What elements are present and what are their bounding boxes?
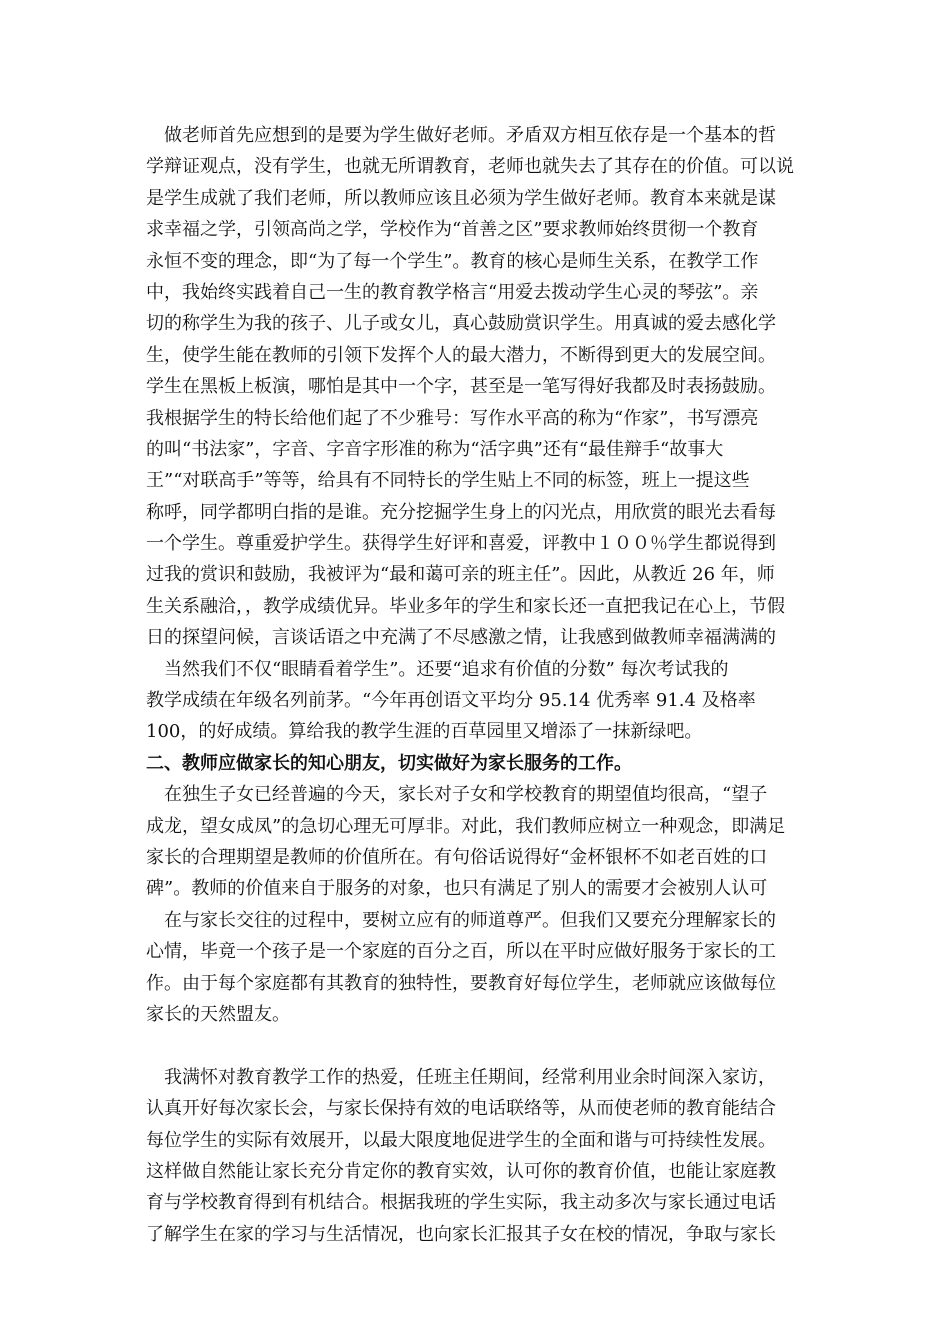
text-line: 心情，毕竟一个孩子是一个家庭的百分之百，所以在平时应做好服务于家长的工 xyxy=(146,941,776,963)
text-line: 成龙，望女成凤”的急切心理无可厚非。对此，我们教师应树立一种观念，即满足 xyxy=(146,815,786,837)
text-line: 永恒不变的理念，即“为了每一个学生”。教育的核心是师生关系，在教学工作 xyxy=(146,250,759,272)
text-line: 我根据学生的特长给他们起了不少雅号：写作水平高的称为“作家”，书写漂亮 xyxy=(146,407,759,429)
text-line: 碑”。教师的价值来自于服务的对象，也只有满足了别人的需要才会被别人认可 xyxy=(146,878,768,900)
text-line: 家长的天然盟友。 xyxy=(146,1003,290,1025)
text-line: 在独生子女已经普遍的今天，家长对子女和学校教育的期望值均很高，“望子 xyxy=(146,784,768,806)
text-line: 学辩证观点，没有学生，也就无所谓教育，老师也就失去了其存在的价值。可以说 xyxy=(146,156,794,178)
text-line: 一个学生。尊重爱护学生。获得学生好评和喜爱，评教中１００％学生都说得到 xyxy=(146,533,776,555)
text-line: 中，我始终实践着自己一生的教育教学格言“用爱去拨动学生心灵的琴弦”。亲 xyxy=(146,281,759,303)
text-line: 作。由于每个家庭都有其教育的独特性，要教育好每位学生，老师就应该做每位 xyxy=(146,972,776,994)
text-line: 了解学生在家的学习与生活情况，也向家长汇报其子女在校的情况，争取与家长 xyxy=(146,1223,776,1245)
text-line: 做老师首先应想到的是要为学生做好老师。矛盾双方相互依存是一个基本的哲 xyxy=(146,125,776,146)
text-line: 育与学校教育得到有机结合。根据我班的学生实际，我主动多次与家长通过电话 xyxy=(146,1192,776,1214)
blank-line xyxy=(146,1030,814,1061)
document-body xyxy=(146,120,814,1250)
text-line: 我满怀对教育教学工作的热爱，任班主任期间，经常利用业余时间深入家访， xyxy=(146,1066,776,1088)
text-line: 当然我们不仅“眼睛看着学生”。还要“追求有价值的分数” 每次考试我的 xyxy=(146,658,729,680)
text-line: 在与家长交往的过程中，要树立应有的师道尊严。但我们又要充分理解家长的 xyxy=(146,909,776,931)
text-line: 过我的赏识和鼓励，我被评为“最和蔼可亲的班主任”。因此，从教近 26 年，师 xyxy=(146,564,775,586)
text-line: 认真开好每次家长会，与家长保持有效的电话联络等，从而使老师的教育能结合 xyxy=(146,1098,776,1120)
text-line: 教学成绩在年级名列前茅。“今年再创语文平均分 95.14 优秀率 91.4 及格率 xyxy=(146,690,756,712)
text-line: 的叫“书法家”，字音、字音字形准的称为“活字典”还有“最佳辩手“故事大 xyxy=(146,438,724,460)
text-line: 家长的合理期望是教师的价值所在。有句俗话说得好“金杯银杯不如老百姓的口 xyxy=(146,846,768,868)
text-line: 王”“对联高手”等等，给具有不同特长的学生贴上不同的标签，班上一提这些 xyxy=(146,470,750,492)
text-line: 学生在黑板上板演，哪怕是其中一个字，甚至是一笔写得好我都及时表扬鼓励。 xyxy=(146,376,776,398)
text-line: 100，的好成绩。算给我的教学生涯的百草园里又增添了一抹新绿吧。 xyxy=(146,721,703,743)
text-line: 每位学生的实际有效展开，以最大限度地促进学生的全面和谐与可持续性发展。 xyxy=(146,1129,776,1151)
section-heading: 二、教师应做家长的知心朋友，切实做好为家长服务的工作。 xyxy=(146,752,632,774)
text-line: 切的称学生为我的孩子、儿子或女儿，真心鼓励赏识学生。用真诚的爱去感化学 xyxy=(146,313,776,335)
text-line: 这样做自然能让家长充分肯定你的教育实效，认可你的教育价值，也能让家庭教 xyxy=(146,1160,776,1182)
text-line: 求幸福之学，引领高尚之学，学校作为“首善之区”要求教师始终贯彻一个教育 xyxy=(146,219,759,241)
text-line: 称呼，同学都明白指的是谁。充分挖掘学生身上的闪光点，用欣赏的眼光去看每 xyxy=(146,501,776,523)
text-line: 是学生成就了我们老师，所以教师应该且必须为学生做好老师。教育本来就是谋 xyxy=(146,187,776,209)
text-line: 日的探望问候，言谈话语之中充满了不尽感激之情，让我感到做教师幸福满满的 xyxy=(146,627,776,649)
text-line: 生关系融洽，，教学成绩优异。毕业多年的学生和家长还一直把我记在心上，节假 xyxy=(146,595,785,617)
text-line: 生，使学生能在教师的引领下发挥个人的最大潜力，不断得到更大的发展空间。 xyxy=(146,344,776,366)
